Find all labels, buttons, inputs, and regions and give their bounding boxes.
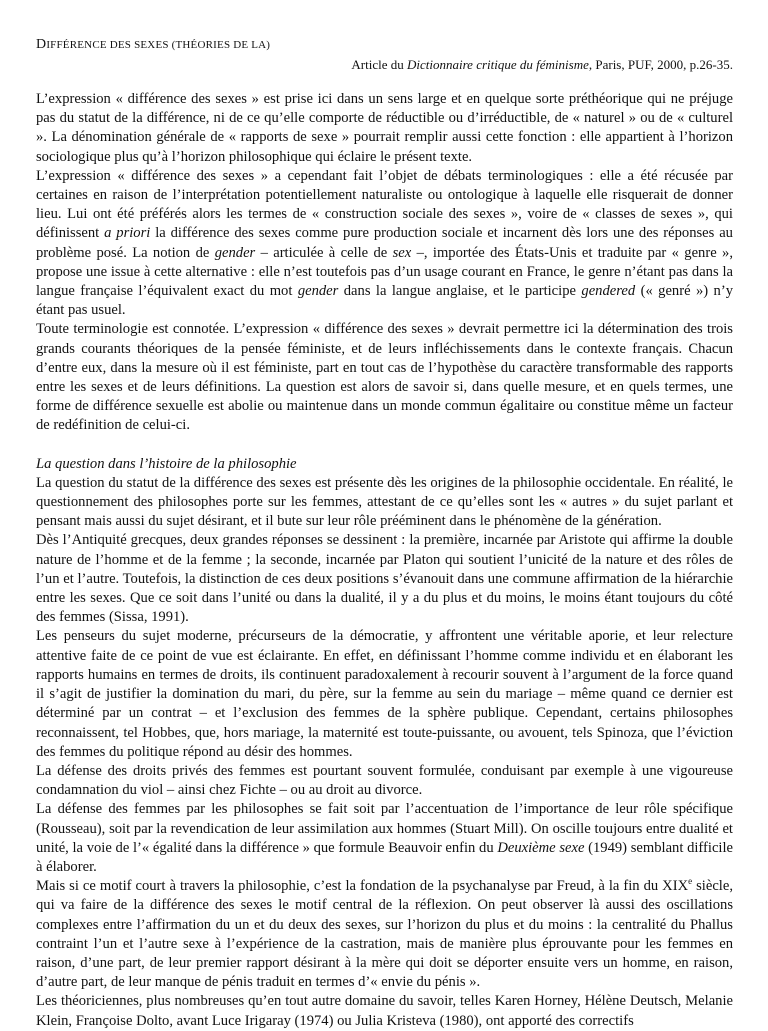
italic-run: a priori — [104, 225, 151, 242]
italic-run: Deuxième sexe — [497, 839, 585, 856]
text-run: siècle, qui va faire de la différence des sexes le motif central de la réflexion. On peut observer là aussi des oscillations complexes entre l’affirmation du un et du deux des sexes, sur l’horizon du plus et du moins : la centralité du Phallus contraint l’un et l’autre sexe à l’expérience de la castration, mais de manière plus éprouvante pour les femmes en raison, d’une part, de leur premier rapport désirant à la mère qui doit se déporter ensuite vers un homme, en raison, d’autre part, de leur manque de pénis traduit en termes d’« envie du pénis ». — [36, 878, 733, 991]
section-paragraph-1: La question du statut de la différence des sexes est présente dès les origines de la philosophie occidentale. En réalité, le questionnement des philosophes porte sur les femmes, attestant de ce qu’elles sont les « autres » du sujet parlant et pensant mais aussi du sujet désirant, et il bute sur leur rôle prééminent dans le phénomène de la génération. — [36, 474, 733, 530]
document-title — [36, 36, 733, 54]
intro-paragraph-2 — [36, 167, 733, 321]
text-run: L’expression « différence des sexes » a cependant fait l’objet de débats terminologiques : elle a été récusée par certaines en raison de l’interprétation potentiellement naturaliste ou ontologique à laquelle elle risquerait de donner lieu. Lui ont été préférés alors les termes de « construction sociale des sexes », voire de « classes de sexes », qui définissent — [36, 167, 733, 242]
text-run: Mais si ce motif court à travers la philosophie, c’est la fondation de la psychanalyse par Freud, à la fin du XIX — [36, 878, 689, 895]
intro-paragraph-3: Toute terminologie est connotée. L’expression « différence des sexes » devrait permettre ici la détermination des trois grands courants théoriques de la pensée féministe, et de leurs infléchissements dans le contexte français. Chacun d’entre eux, dans la mesure où il est féministe, part en tout cas de l’hypothèse du caractère transformable des rapports entre les sexes et de leurs définitions. La question est alors de savoir si, dans quelle mesure, et en quels termes, une forme de différence sexuelle est abolie ou maintenue dans un monde commun égalitaire ou constitue même un facteur de redéfinition de celui-ci. — [36, 321, 733, 434]
section-paragraph-7: Les théoriciennes, plus nombreuses qu’en tout autre domaine du savoir, telles Karen Horney, Hélène Deutsch, Melanie Klein, Françoise Dolto, avant Luce Irigaray (1974) ou Julia Kristeva (1980), ont apporté des correctifs — [36, 993, 733, 1029]
text-run: –, importée des États-Unis et traduite par « genre », propose une issue à cette alternative : elle n’est toutefois pas d’un usage courant en France, le genre n’étant pas dans la langue française l’équivalent exact du mot — [36, 244, 733, 300]
intro-paragraph-1: L’expression « différence des sexes » est prise ici dans un sens large et en quelque sorte préthéorique qui ne préjuge pas du statut de la différence, ni de ce qu’elle comporte de réductible ou d’irréductible, de « naturel » ou de « culturel ». La dénomination générale de « rapports de sexe » pourrait remplir aussi cette fonction : elle appartient à l’horizon sociologique plus qu’à l’horizon philosophique qui éclaire le présent texte. — [36, 91, 733, 165]
document-page — [36, 36, 733, 1031]
section-paragraph-2: Dès l’Antiquité grecques, deux grandes réponses se dessinent : la première, incarnée par Aristote qui affirme la double nature de l’homme et de la femme ; la seconde, incarnée par Platon qui soutient l’unicité de la nature et des rôles de l’un et l’autre. Toutefois, la distinction de ces deux positions s’évanouit dans une commune affirmation de la hiérarchie entre les sexes. Que ce soit dans l’unité ou dans la dualité, il y a du plus et du moins, le moins étant toujours du côté des femmes (Sissa, 1991). — [36, 532, 733, 626]
source-suffix: , Paris, PUF, 2000, p.26-35. — [588, 57, 733, 72]
text-run: – articulée à celle de — [255, 244, 393, 261]
text-run: La défense des femmes par les philosophes se fait soit par l’accentuation de l’importance de leur rôle spécifique (Rousseau), soit par la revendication de leur assimilation aux hommes (Stuart Mill). On oscille toujours entre dualité et unité, la voie de l’« égalité dans la différence » que formule Beauvoir enfin du — [36, 801, 733, 856]
section-paragraph-5 — [36, 800, 733, 877]
section-paragraph-6 — [36, 877, 733, 992]
section-heading: La question dans l’histoire de la philosophie — [36, 455, 297, 472]
text-run: la différence des sexes comme pure production sociale et incarnent dès lors une des réponses au problème posé. La notion de — [36, 225, 733, 261]
text-run: dans la langue anglaise, et le participe — [338, 283, 582, 300]
italic-run: gendered — [581, 283, 636, 300]
italic-run: gender — [297, 283, 339, 300]
section-paragraph-4: La défense des droits privés des femmes est pourtant souvent formulée, conduisant par exemple à une vigoureuse condamnation du viol – ainsi chez Fichte – ou au droit au divorce. — [36, 762, 733, 799]
source-prefix: Article du — [351, 57, 407, 72]
section-paragraph-3: Les penseurs du sujet moderne, précurseurs de la démocratie, y affrontent une véritable aporie, et leur relecture attentive faite de ce point de vue est éclairante. En effet, en définissant l’homme comme individu et en élaborant les rapports humains en termes de droits, ils continuent paradoxalement à recourir souvent à l’argument de la force quand il s’agit de justifier la domination du mari, du père, sur la femme au sein du mariage – même quand ce dernier est déterminé par un contrat – et l’exclusion des femmes de la sphère publique. Cependant, certains philosophes reconnaissent, tel Hobbes, que, hors mariage, la maternité est toute-puissante, ou avouent, tels Spinoza, que l’éviction des femmes du politique répond au désir des hommes. — [36, 628, 733, 760]
italic-run: sex — [392, 244, 412, 261]
source-citation — [36, 56, 733, 74]
title-rest: IFFÉRENCE DES SEXES (THÉORIES DE LA) — [46, 39, 271, 51]
source-book-title: Dictionnaire critique du féminisme — [407, 57, 589, 72]
superscript: e — [688, 876, 693, 887]
title-initial: D — [36, 37, 47, 52]
text-run: (« genré ») n’y étant pas usuel. — [36, 283, 733, 319]
italic-run: gender — [214, 244, 256, 261]
text-run: (1949) semblant difficile à élaborer. — [36, 839, 734, 875]
